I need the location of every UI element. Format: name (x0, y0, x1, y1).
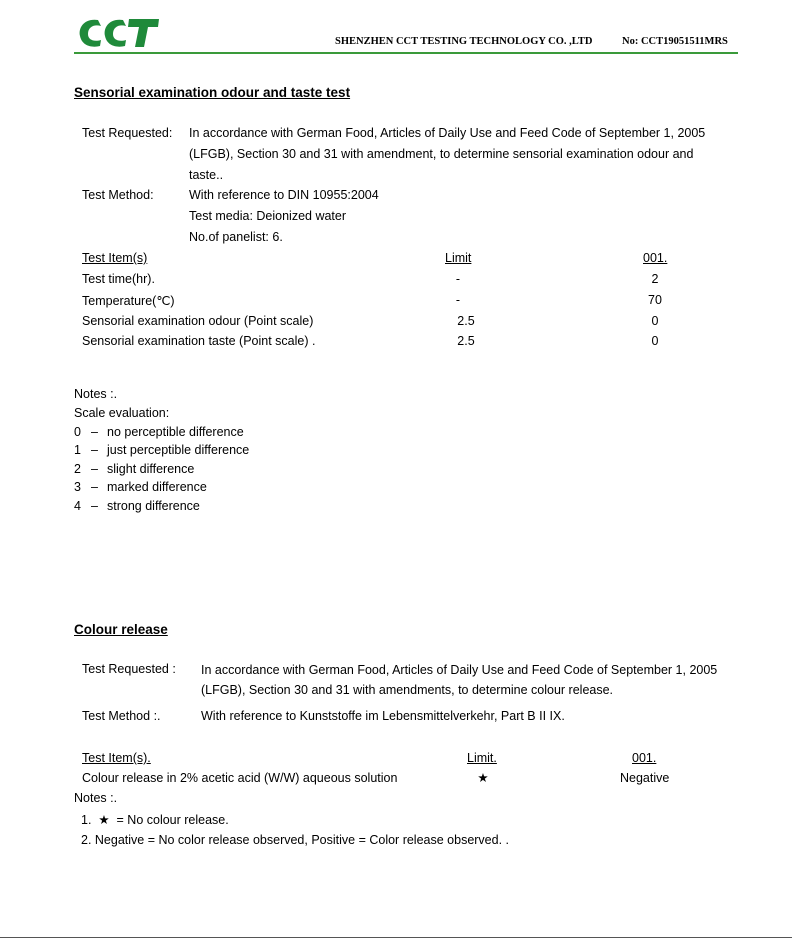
test-method-line: With reference to Kunststoffe im Lebensmittelverkehr, Part B II IX. (201, 709, 565, 723)
table-cell-result: 2 (651, 272, 659, 286)
star-icon: ★ (477, 771, 489, 785)
table-cell-item: Colour release in 2% acetic acid (W/W) aqueous solution (82, 771, 398, 785)
scale-num: 3 (74, 480, 81, 494)
note-item: 2. Negative = No color release observed, Positive = Color release observed. . (81, 833, 510, 847)
test-requested-label: Test Requested : (82, 662, 176, 676)
table-cell-item: Temperature(℃) (82, 294, 175, 308)
scale-num: 1 (74, 443, 81, 457)
table-header-sample: 001. (643, 251, 668, 265)
test-requested-line: In accordance with German Food, Articles of Daily Use and Feed Code of September 1, 2005 (201, 663, 718, 677)
test-method-line: With reference to DIN 10955:2004 (189, 188, 379, 202)
test-requested-line: (LFGB), Section 30 and 31 with amendment, to determine sensorial examination odour and (189, 147, 694, 161)
section-title-sensorial: Sensorial examination odour and taste test (74, 85, 351, 100)
cct-logo (76, 14, 160, 52)
section-title-colour-release: Colour release (74, 622, 168, 637)
scale-num: 0 (74, 425, 81, 439)
scale-text: strong difference (107, 499, 200, 513)
table-cell-result: Negative (620, 771, 670, 785)
test-requested-line: (LFGB), Section 30 and 31 with amendments, to determine colour release. (201, 683, 614, 697)
table-cell-item: Sensorial examination taste (Point scale) . (82, 334, 316, 348)
scale-dash: – (91, 499, 98, 513)
test-method-line: No.of panelist: 6. (189, 230, 283, 244)
table-cell-result: 0 (651, 334, 659, 348)
notes-label: Notes :. (74, 387, 118, 401)
table-cell-item: Test time(hr). (82, 272, 155, 286)
test-method-line: Test media: Deionized water (189, 209, 347, 223)
header-divider (74, 52, 738, 54)
scale-dash: – (91, 443, 98, 457)
test-method-label: Test Method :. (82, 709, 161, 723)
table-cell-result: 70 (648, 293, 662, 307)
page-bottom-border (0, 937, 792, 938)
note-item: 1. ★ = No colour release. (81, 813, 229, 827)
scale-num: 2 (74, 462, 81, 476)
scale-dash: – (91, 462, 98, 476)
table-header-limit: Limit. (467, 751, 497, 765)
scale-dash: – (91, 480, 98, 494)
test-requested-label: Test Requested: (82, 126, 173, 140)
scale-text: slight difference (107, 462, 195, 476)
table-header-test-item: Test Item(s). (82, 751, 151, 765)
table-cell-limit: - (455, 293, 461, 307)
scale-label: Scale evaluation: (74, 406, 170, 420)
scale-text: just perceptible difference (107, 443, 250, 457)
scale-text: marked difference (107, 480, 207, 494)
table-cell-limit: 2.5 (457, 314, 475, 328)
test-requested-line: taste.. (189, 168, 224, 182)
table-cell-limit: - (455, 272, 461, 286)
notes-label: Notes :. (74, 791, 118, 805)
scale-num: 4 (74, 499, 81, 513)
test-requested-line: In accordance with German Food, Articles of Daily Use and Feed Code of September 1, 2005 (189, 126, 706, 140)
table-header-limit: Limit (445, 251, 472, 265)
table-cell-result: 0 (651, 314, 659, 328)
scale-dash: – (91, 425, 98, 439)
company-name: SHENZHEN CCT TESTING TECHNOLOGY CO. ,LTD (335, 36, 593, 47)
test-method-label: Test Method: (82, 188, 154, 202)
table-header-sample: 001. (632, 751, 657, 765)
report-number: No: CCT19051511MRS (622, 36, 728, 47)
table-cell-limit: 2.5 (457, 334, 475, 348)
scale-text: no perceptible difference (107, 425, 244, 439)
table-header-test-item: Test Item(s) (82, 251, 148, 265)
table-cell-item: Sensorial examination odour (Point scale) (82, 314, 314, 328)
